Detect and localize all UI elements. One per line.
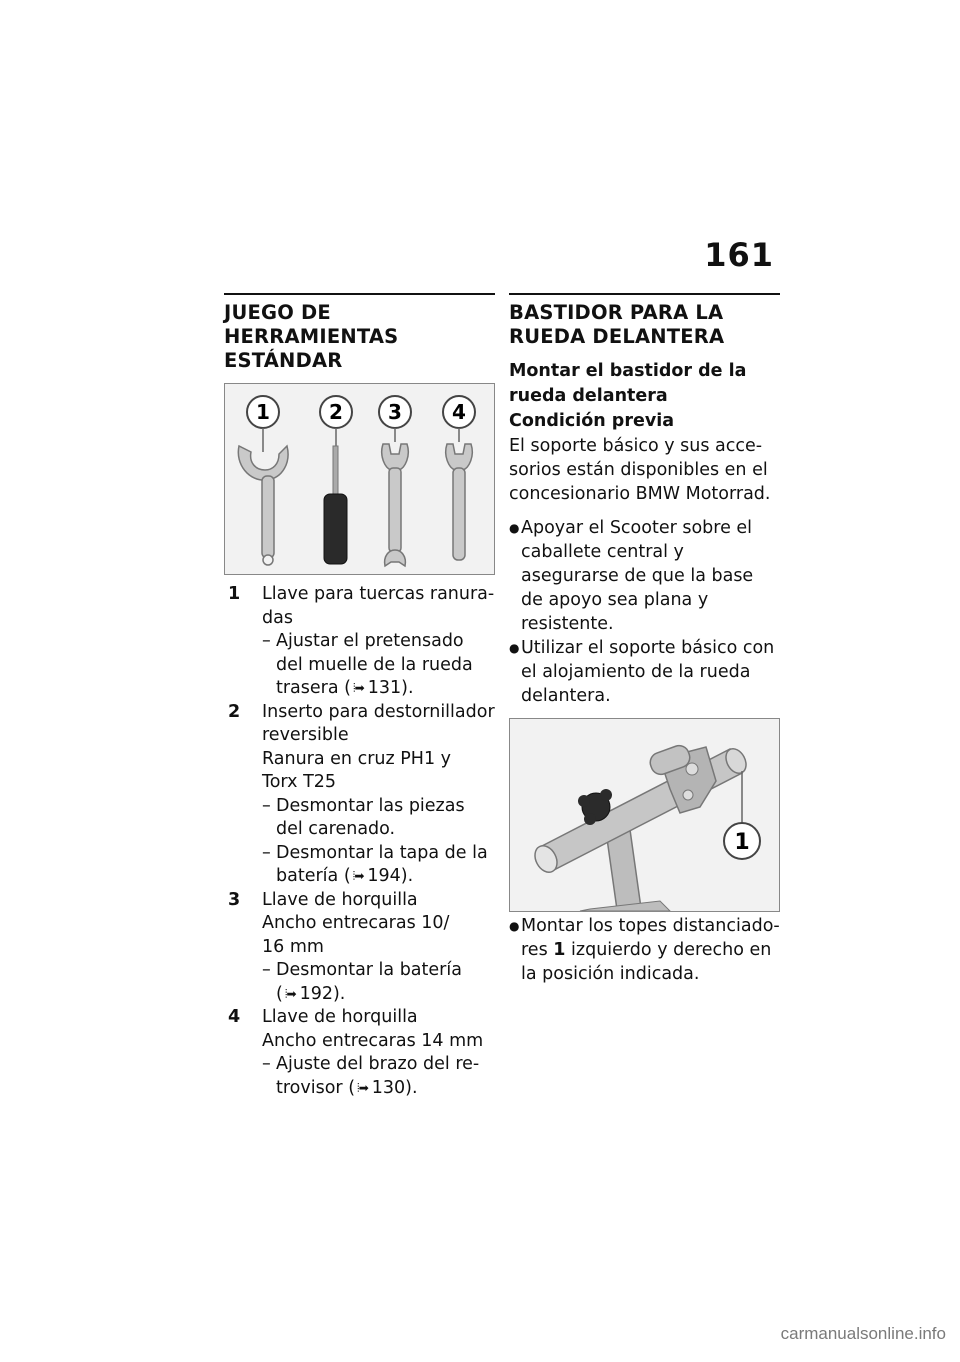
page-reference[interactable]: trasera ( ⦙➡ 131). — [276, 677, 473, 701]
tool-item-4 — [224, 1006, 495, 1100]
hook-wrench-icon — [238, 446, 288, 565]
ref-page: 130). — [371, 1077, 418, 1098]
callout-1 — [724, 771, 760, 859]
action-text: del muelle de la rueda — [276, 654, 473, 675]
ref-page: 192). — [299, 983, 346, 1004]
stand-tube-icon — [531, 745, 750, 876]
callout-3-label: 3 — [388, 400, 402, 424]
item-text-line: Ancho entrecaras 14 mm — [262, 1030, 484, 1051]
ref-page: 194). — [367, 866, 414, 886]
left-column — [224, 293, 495, 1100]
action-line: – Desmontar la tapa de la batería ( ⦙➡ 194). — [262, 842, 495, 889]
ref-arrow-icon: ⦙➡ — [352, 681, 364, 695]
section-heading-tools: JUEGO DE HERRAMIENTAS ESTÁNDAR — [224, 301, 399, 372]
bullet-icon: ● — [509, 919, 520, 933]
subheading: Montar el bastidor de la rueda delantera — [509, 361, 747, 406]
page-number: 161 — [704, 236, 774, 274]
item-number: 2 — [228, 701, 241, 722]
action-text: Ajustar el pretensado — [276, 631, 464, 651]
tool-item-2 — [224, 701, 495, 889]
item-text-line: Torx T25 — [262, 772, 337, 792]
item-text-line: Llave para tuercas ranura- — [262, 584, 495, 604]
action-text: trovisor — [276, 1077, 343, 1098]
action-text: Ajuste del brazo del re- — [276, 1054, 480, 1074]
screwdriver-icon — [324, 446, 347, 564]
tools-figure — [224, 383, 495, 575]
action-line: – Ajuste del brazo del re- trovisor ( ⦙➡ 130). — [262, 1053, 495, 1100]
item-text-line: das — [262, 607, 293, 628]
ref-page: 131). — [367, 678, 414, 698]
tool-item-1 — [224, 583, 495, 701]
bullet-icon: ● — [509, 521, 520, 535]
callout-3 — [379, 396, 411, 442]
action-line: – Ajustar el pretensado del muelle de la rueda trasera ( ⦙➡ 131). — [262, 630, 495, 701]
bullet-item — [509, 516, 780, 636]
callout-reference: 1 — [553, 940, 566, 960]
watermark: carmanualsonline.info — [780, 1324, 946, 1343]
section-rule — [224, 293, 495, 295]
bullet-icon: ● — [509, 641, 520, 655]
action-text: Desmontar la tapa de la — [276, 842, 488, 863]
action-text: del carenado. — [276, 819, 396, 839]
ref-arrow-icon: ⦙➡ — [284, 986, 296, 1001]
item-number: 1 — [228, 584, 241, 604]
callout-4-label: 4 — [452, 400, 466, 424]
page-reference[interactable]: ( ⦙➡ 192). — [276, 983, 462, 1007]
item-text-line: Llave de horquilla — [262, 1007, 418, 1027]
callout-1-label: 1 — [256, 400, 270, 424]
page-reference[interactable]: trovisor ( ⦙➡ 130). — [276, 1077, 479, 1101]
callout-1-label: 1 — [734, 830, 750, 855]
open-end-wrench-10-16-icon — [382, 444, 409, 566]
ref-arrow-icon: ⦙➡ — [352, 869, 364, 883]
action-line: – Desmontar la batería ( ⦙➡ 192). — [262, 959, 495, 1006]
ref-arrow-icon: ⦙➡ — [357, 1080, 368, 1095]
item-number: 3 — [228, 889, 241, 910]
right-column — [509, 293, 780, 986]
item-text-line: 16 mm — [262, 936, 324, 957]
bullet-item — [509, 914, 780, 986]
condition-text: El soporte básico y sus accesorios están disponibles en el concesionario BMW Motorrad. — [509, 436, 771, 504]
item-text-line: Inserto para destornillador — [262, 701, 495, 722]
callout-2-label: 2 — [329, 400, 343, 424]
action-text: Desmontar las piezas — [276, 795, 465, 816]
bullet-item — [509, 636, 780, 708]
action-line: – Desmontar las piezas del carenado. — [262, 795, 495, 842]
callout-1 — [247, 396, 279, 452]
bullet-text: Apoyar el Scooter sobre el caballete central y asegurarse de que la base de apoyo sea plana y resistente. — [521, 518, 754, 634]
callout-2 — [320, 396, 352, 446]
callout-4 — [443, 396, 475, 442]
open-end-wrench-14-icon — [446, 444, 473, 560]
item-number: 4 — [228, 1007, 241, 1027]
tool-item-3 — [224, 889, 495, 1007]
stand-illustration — [510, 719, 779, 911]
section-rule — [509, 293, 780, 295]
page-reference[interactable]: batería ( ⦙➡ 194). — [276, 865, 488, 889]
bullet-text: Utilizar el soporte básico con el alojamiento de la rueda delantera. — [521, 638, 775, 706]
action-text: trasera — [276, 678, 339, 698]
item-text-line: Ancho entrecaras 10/ — [262, 913, 450, 933]
action-text: Desmontar la batería — [276, 960, 462, 980]
bullet-text: izquierdo y derecho en la posición indicada. — [521, 940, 772, 984]
tools-illustration — [225, 384, 494, 574]
condition-title: Condición previa — [509, 411, 675, 431]
item-text-line: Llave de horquilla — [262, 889, 418, 910]
item-text-line: Ranura en cruz PH1 y — [262, 748, 452, 769]
item-text-line: reversible — [262, 725, 349, 745]
action-text: batería — [276, 866, 339, 886]
bullet-text: Montar los topes distanciadores — [521, 916, 780, 960]
section-heading-front-stand: BASTIDOR PARA LA RUEDA DELANTERA — [509, 301, 725, 348]
stand-figure — [509, 718, 780, 912]
